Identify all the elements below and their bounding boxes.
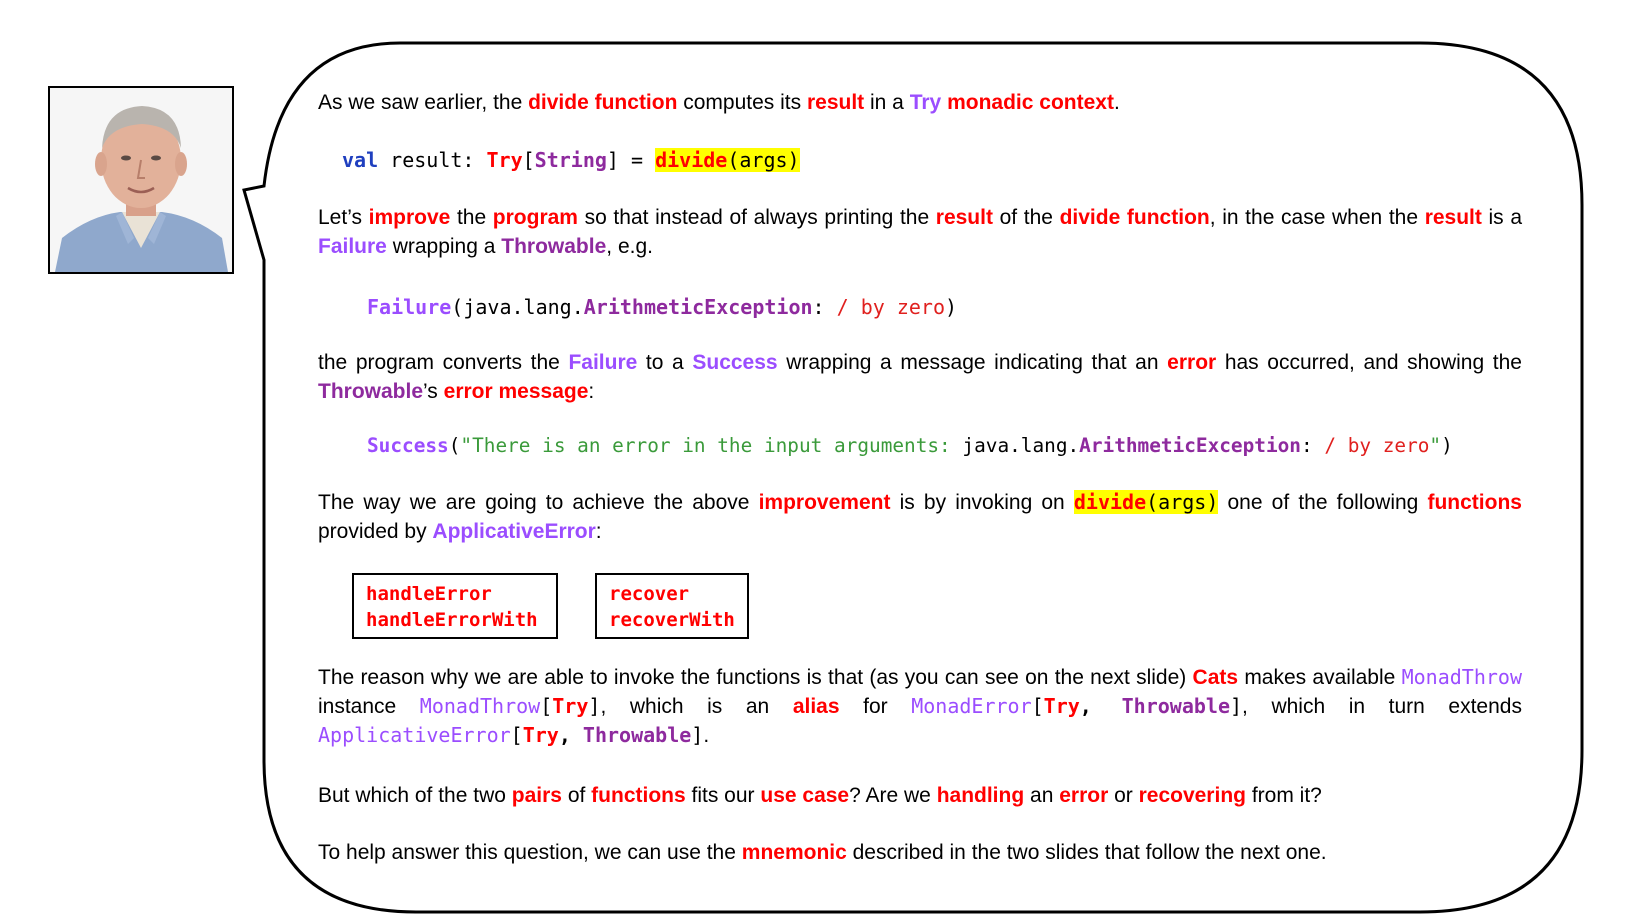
text: has occurred, and showing the [1216,351,1522,374]
text: for [839,695,912,718]
code-highlight [1074,490,1219,514]
text: fits our [685,784,761,807]
code-text: ] = [606,148,656,172]
term-try: Try [909,91,942,114]
text: , e.g. [606,235,653,258]
code-text: [ [1031,694,1044,718]
term-result: result [935,206,993,229]
term-failure: Failure [318,235,387,258]
code-throwable: Throwable [582,723,692,747]
term-program: program [492,206,578,229]
text: The way we are going to achieve the above [318,491,759,514]
text: provided by [318,520,433,543]
text: to a [637,351,693,374]
text: . [703,724,710,747]
recover-box [595,573,749,639]
function-handle-error-with: handleErrorWith [366,609,538,631]
text: The reason why we are able to invoke the functions is that (as you can see on the next slide) [318,666,1193,689]
text: described in the two slides that follow the next one. [846,841,1327,864]
text: one of the following [1218,491,1428,514]
text: an [1024,784,1060,807]
term-result: result [806,91,865,114]
paragraph-question [318,781,1522,810]
term-error: error [1167,351,1217,374]
term-divide-function: divide function [1059,206,1210,229]
function-recover: recover [609,583,690,605]
text: from it? [1245,784,1322,807]
code-text: ] [588,694,601,718]
term-use-case: use case [760,784,850,807]
code-text: result: [378,148,487,172]
term-error-message: error message [443,380,589,403]
term-success: Success [692,351,778,374]
code-text: (java.lang. [451,295,584,319]
code-monad-error: MonadError [911,694,1032,718]
text: : [588,380,595,403]
code-text: ( [448,434,461,457]
text: in a [864,91,910,114]
term-recovering: recovering [1138,784,1246,807]
code-try: Try [552,694,589,718]
code-message: / by zero [1324,434,1430,457]
term-divide-function: divide function [528,91,678,114]
code-try: Try [486,148,523,172]
code-exception: ArithmeticException [1079,434,1301,457]
paragraph-convert [318,348,1522,406]
code-try: Try [522,723,559,747]
code-highlight [655,148,800,172]
text: , which in turn extends [1242,695,1522,718]
code-string: String [534,148,607,172]
paragraph-intro [318,88,1522,117]
code-keyword: val [342,148,379,172]
text: the [450,206,493,229]
code-monad-throw: MonadThrow [419,694,541,718]
code-text: [ [510,723,523,747]
term-improve: improve [368,206,451,229]
code-string-literal: "There is an error in the input arguments: [460,434,963,457]
text: , which is an [600,695,793,718]
code-try: Try [1043,694,1080,718]
code-text: : [812,295,837,319]
code-success: Success [367,434,449,457]
code-exception: ArithmeticException [583,295,813,319]
term-applicative-error: ApplicativeError [432,520,596,543]
term-mnemonic: mnemonic [741,841,847,864]
text: the program converts the [318,351,569,374]
term-throwable: Throwable [318,380,424,403]
code-text: : [1300,434,1325,457]
paragraph-mnemonic [318,838,1522,867]
code-text: [ [540,694,553,718]
term-monadic-context: monadic context [947,91,1114,114]
text: instance [318,695,420,718]
text: To help answer this question, we can use the [318,841,742,864]
code-text: java.lang. [962,434,1080,457]
text: , in the case when the [1209,206,1425,229]
code-message: / by zero [836,295,945,319]
code-quote: " [1429,434,1442,457]
text: of [561,784,592,807]
code-val-result [342,146,800,174]
code-args: (args) [1146,490,1219,514]
term-alias: alias [792,695,840,718]
text: is a [1481,206,1522,229]
code-failure: Failure [367,295,452,319]
text: ’s [423,380,444,403]
function-handle-error: handleError [366,583,492,605]
text: Let’s [318,206,369,229]
paragraph-achieve [318,488,1522,546]
text: is by invoking on [890,491,1074,514]
term-functions: functions [1427,491,1522,514]
code-text: ] [1230,694,1243,718]
term-result: result [1424,206,1482,229]
code-monad-throw: MonadThrow [1401,665,1522,689]
text: or [1108,784,1139,807]
handle-error-box [352,573,558,639]
term-throwable: Throwable [501,235,607,258]
code-divide: divide [655,148,728,172]
text: of the [992,206,1060,229]
text: wrapping a [386,235,502,258]
text: makes available [1238,666,1402,689]
term-failure: Failure [568,351,638,374]
code-divide: divide [1073,490,1147,514]
code-text: ) [945,295,958,319]
code-success-example [367,432,1453,460]
author-photo [48,86,234,274]
text: As we saw earlier, the [318,91,529,114]
text: computes its [677,91,807,114]
term-pairs: pairs [511,784,562,807]
paragraph-reason [318,663,1522,750]
text: wrapping a message indicating that an [777,351,1168,374]
term-handling: handling [936,784,1025,807]
code-text: ) [1441,434,1453,457]
text: But which of the two [318,784,512,807]
code-text: , [1079,694,1122,718]
code-throwable: Throwable [1121,694,1230,718]
term-cats: Cats [1192,666,1239,689]
code-failure-example [367,293,957,321]
function-recover-with: recoverWith [609,609,735,631]
code-args: (args) [727,148,800,172]
code-text: ] [691,723,704,747]
paragraph-improve [318,203,1522,261]
text: : [595,520,602,543]
code-text: , [558,723,583,747]
text: . [1113,91,1120,114]
term-error: error [1059,784,1109,807]
code-text: [ [522,148,535,172]
term-functions: functions [591,784,686,807]
term-improvement: improvement [758,491,891,514]
text: ? Are we [849,784,937,807]
code-applicative-error: ApplicativeError [318,723,511,747]
text: so that instead of always printing the [577,206,936,229]
